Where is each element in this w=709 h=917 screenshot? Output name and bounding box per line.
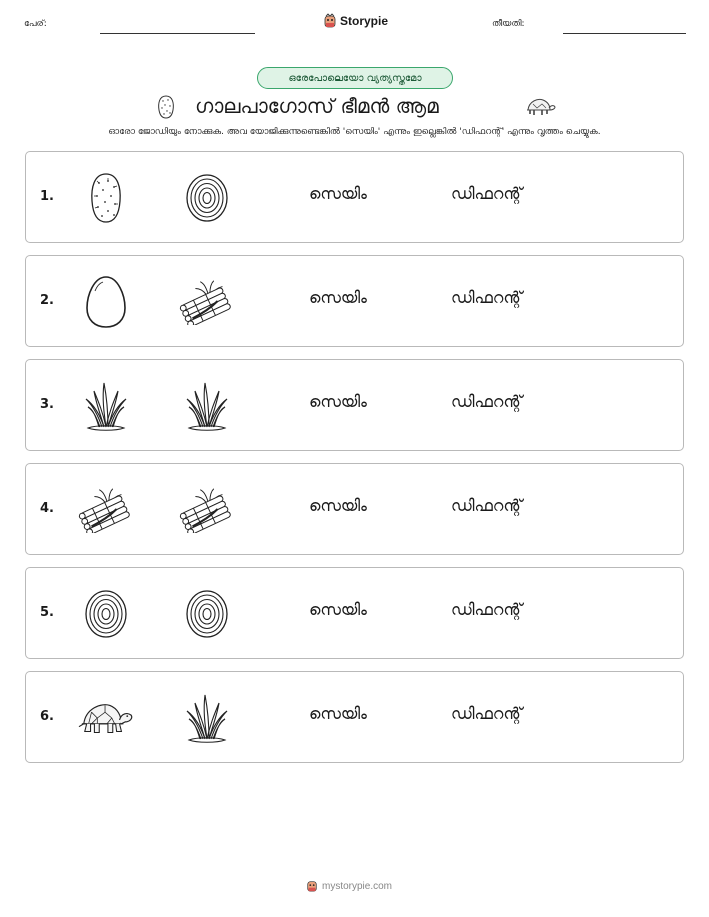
sugarcane-bundle-icon [179,275,235,329]
question-number: 4. [40,501,54,516]
different-option[interactable]: ഡിഫറന്റ് [451,496,523,515]
question-row-4 [25,463,684,555]
category-badge: ഒരേപോലെയോ വ്യത്യസ്തമോ [257,67,453,89]
egg-icon [78,275,134,329]
question-row-3 [25,359,684,451]
tortoise-icon [523,96,557,118]
worksheet-title: ഗാലപാഗോസ് ഭീമൻ ആമ [195,94,439,118]
different-option[interactable]: ഡിഫറന്റ് [451,600,523,619]
tortoise-icon [78,691,134,745]
question-number: 1. [40,189,54,204]
brand-name: Storypie [340,14,389,28]
same-option[interactable]: സെയിം [309,704,367,723]
sugarcane-bundle-icon [78,483,134,537]
different-option[interactable]: ഡിഫറന്റ് [451,392,523,411]
shell-icon [179,171,235,225]
same-option[interactable]: സെയിം [309,288,367,307]
shell-icon [78,587,134,641]
shell-icon [179,587,235,641]
question-row-6 [25,671,684,763]
brand-logo [323,13,388,29]
different-option[interactable]: ഡിഫറന്റ് [451,288,523,307]
name-field[interactable] [100,33,255,34]
different-option[interactable]: ഡിഫറന്റ് [451,184,523,203]
same-option[interactable]: സെയിം [309,600,367,619]
question-number: 5. [40,605,54,620]
question-row-2 [25,255,684,347]
question-number: 2. [40,293,54,308]
same-option[interactable]: സെയിം [309,496,367,515]
same-option[interactable]: സെയിം [309,184,367,203]
question-row-1 [25,151,684,243]
grass-icon [179,691,235,745]
footer [306,879,392,893]
different-option[interactable]: ഡിഫറന്റ് [451,704,523,723]
cactus-icon [155,94,177,120]
date-label: തീയതി: [492,19,525,29]
grass-icon [179,379,235,433]
question-number: 3. [40,397,54,412]
sugarcane-bundle-icon [179,483,235,537]
name-label: പേര്: [24,19,47,29]
footer-url: mystorypie.com [322,880,393,892]
cactus-icon [78,171,134,225]
same-option[interactable]: സെയിം [309,392,367,411]
question-row-5 [25,567,684,659]
date-field[interactable] [563,33,686,34]
grass-icon [78,379,134,433]
title-row [0,92,709,120]
storypie-mascot-icon [306,879,318,893]
instructions: ഓരോ ജോഡിയും നോക്കുക. അവ യോജിക്കുന്നുണ്ടെങ്കിൽ 'സെയിം' എന്നും ഇല്ലെങ്കിൽ 'ഡിഫറന്റ്' എന്നും വൃത്തം ചെയ്യുക. [108,127,601,137]
storypie-mascot-icon [323,13,337,29]
question-number: 6. [40,709,54,724]
